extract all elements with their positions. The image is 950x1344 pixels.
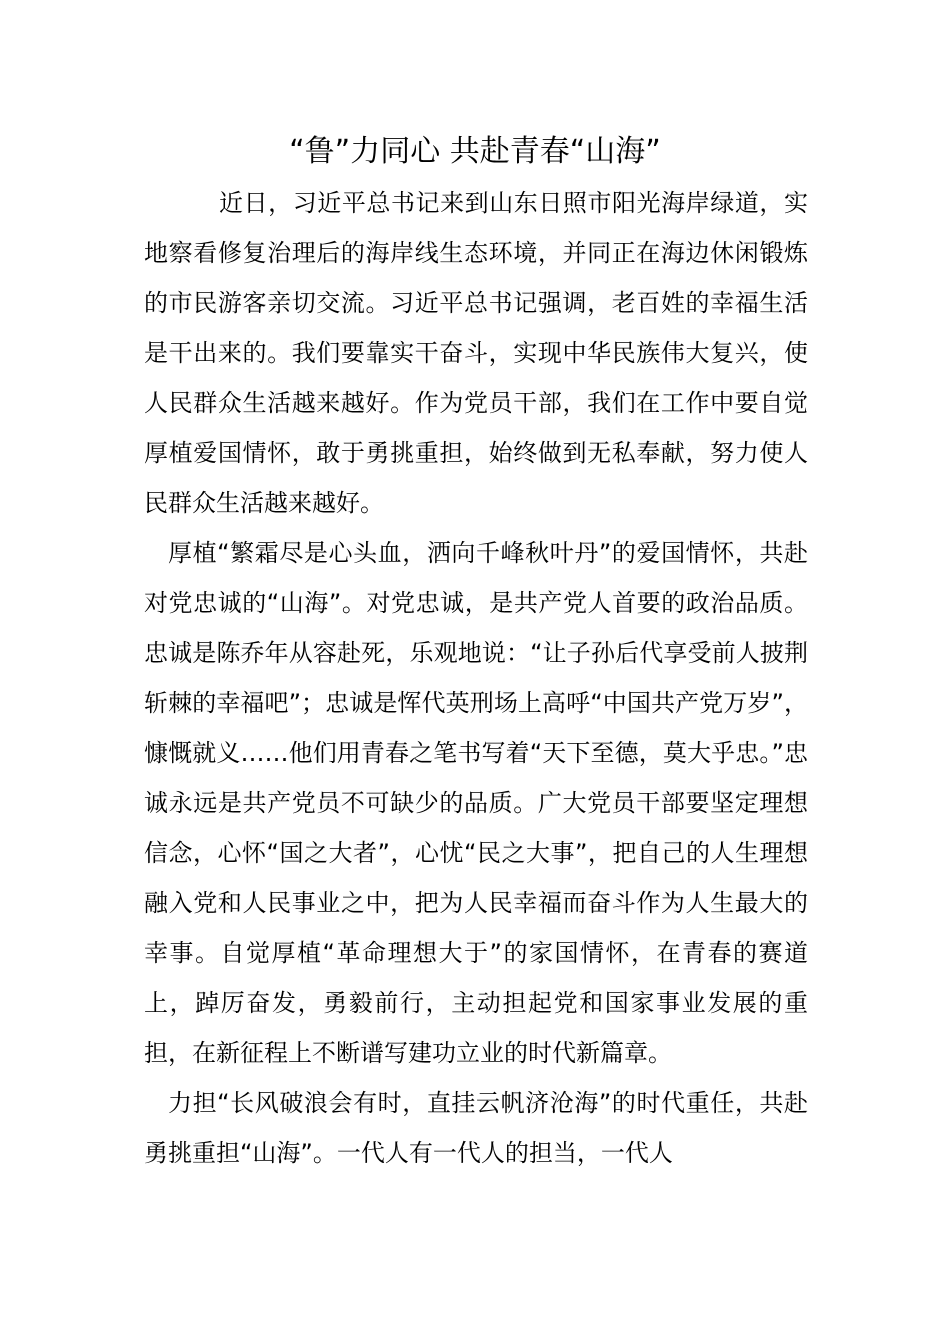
paragraph-loyalty: 厚植“繁霜尽是心头血，洒向千峰秋叶丹”的爱国情怀，共赴对党忠诚的“山海”。对党忠诚，是共产党人首要的政治品质。忠诚是陈乔年从容赴死，乐观地说：“让子孙后代享受前人披荆斩棘的幸福吧”；忠诚是恽代英刑场上高呼“中国共产党万岁”，慷慨就义……他们用青春之笔书写着“天下至德，莫大乎忠。”忠诚永远是共产党员不可缺少的品质。广大党员干部要坚定理想信念，心怀“国之大者”，心忧“民之大事”，把自己的人生理想融入党和人民事业之中，把为人民幸福而奋斗作为人生最大的幸事。自觉厚植“革命理想大于”的家国情怀，在青春的赛道上，踔厉奋发，勇毅前行，主动担起党和国家事业发展的重担，在新征程上不断谱写建功立业的时代新篇章。 xyxy=(144,539,808,1067)
document-title: “鲁”力同心 共赴青春“山海” xyxy=(289,134,661,169)
paragraph-responsibility: 力担“长风破浪会有时，直挂云帆济沧海”的时代重任，共赴勇挑重担“山海”。一代人有一代人的担当，一代人 xyxy=(144,1089,808,1167)
document-body xyxy=(144,178,808,1178)
paragraph-intro: 近日，习近平总书记来到山东日照市阳光海岸绿道，实地察看修复治理后的海岸线生态环境，并同正在海边休闲锻炼的市民游客亲切交流。习近平总书记强调，老百姓的幸福生活是干出来的。我们要靠实干奋斗，实现中华民族伟大复兴，使人民群众生活越来越好。作为党员干部，我们在工作中要自觉厚植爱国情怀，敢于勇挑重担，始终做到无私奉献，努力使人民群众生活越来越好。 xyxy=(144,189,808,517)
